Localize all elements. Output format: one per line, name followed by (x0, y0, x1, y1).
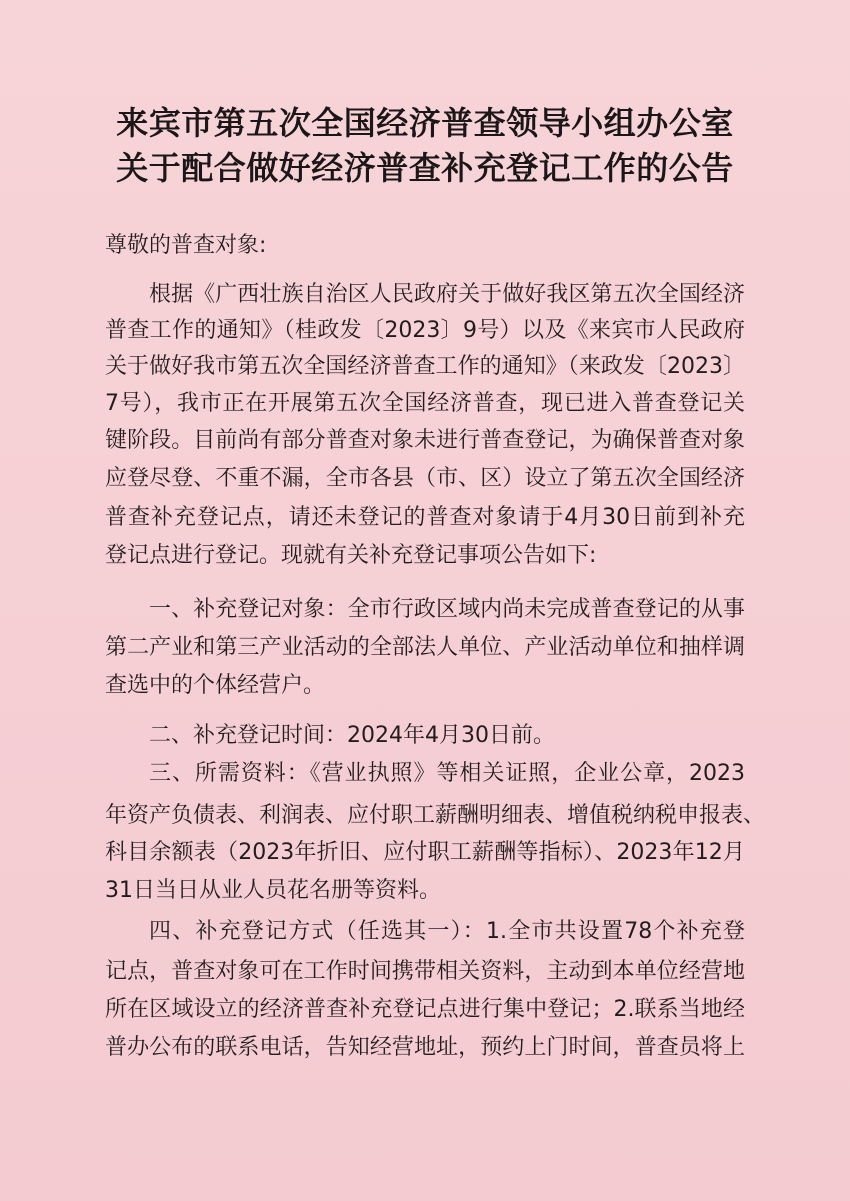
paragraph-line: 7号），我市正在开展第五次全国经济普查，现已进入普查登记关 (105, 391, 745, 416)
section-four-line: 记点，普查对象可在工作时间携带相关资料，主动到本单位经营地 (105, 959, 745, 984)
paragraph-line: 键阶段。目前尚有部分普查对象未进行普查登记，为确保普查对象 (105, 428, 745, 453)
paragraph-line: 根据《广西壮族自治区人民政府关于做好我区第五次全国经济 (149, 282, 745, 307)
section-four-line: 所在区域设立的经济普查补充登记点进行集中登记；2.联系当地经 (105, 997, 745, 1022)
section-four-line: 普办公布的联系电话，告知经营地址，预约上门时间，普查员将上 (105, 1035, 745, 1060)
section-three-line: 31日当日从业人员花名册等资料。 (105, 878, 441, 903)
section-four-line: 四、补充登记方式（任选其一）：1.全市共设置78个补充登 (149, 919, 745, 944)
section-one-line: 查选中的个体经营户。 (105, 673, 326, 698)
notice-title-line-1: 来宾市第五次全国经济普查领导小组办公室 (116, 104, 734, 142)
section-three-line: 三、所需资料：《营业执照》等相关证照，企业公章，2023 (149, 761, 745, 786)
paragraph-line: 关于做好我市第五次全国经济普查工作的通知》（来政发〔2023〕 (105, 354, 745, 379)
section-two-line: 二、补充登记时间：2024年4月30日前。 (149, 723, 555, 748)
section-one-line: 一、补充登记对象：全市行政区域内尚未完成普查登记的从事 (149, 597, 745, 622)
paragraph-line: 应登尽登、不重不漏，全市各县（市、区）设立了第五次全国经济 (105, 466, 745, 491)
salutation: 尊敬的普查对象: (105, 233, 267, 258)
notice-title-line-2: 关于配合做好经济普查补充登记工作的公告 (116, 149, 734, 187)
paragraph-line: 登记点进行登记。现就有关补充登记事项公告如下: (105, 543, 597, 568)
section-three-line: 科目余额表（2023年折旧、应付职工薪酬等指标）、2023年12月 (105, 840, 745, 865)
paragraph-line: 普查补充登记点，请还未登记的普查对象请于4月30日前到补充 (105, 505, 745, 530)
paragraph-line: 普查工作的通知》（桂政发〔2023〕9号）以及《来宾市人民政府 (105, 318, 745, 343)
section-one-line: 第二产业和第三产业活动的全部法人单位、产业活动单位和抽样调 (105, 635, 745, 660)
section-three-line: 年资产负债表、利润表、应付职工薪酬明细表、增值税纳税申报表、 (105, 803, 766, 828)
